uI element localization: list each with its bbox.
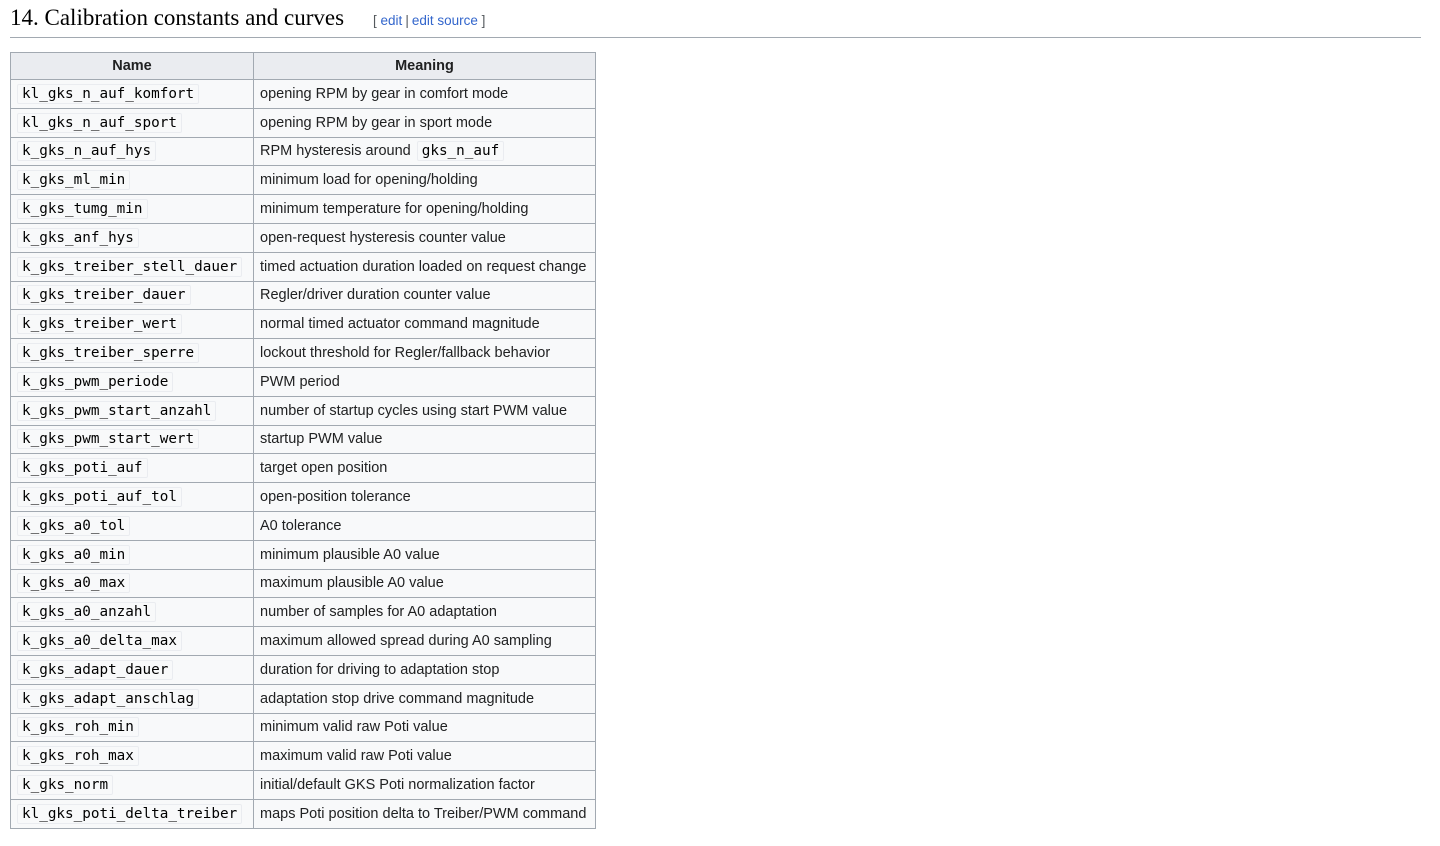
cell-meaning xyxy=(254,799,596,828)
constant-name-code: k_gks_treiber_wert xyxy=(17,314,182,334)
cell-name xyxy=(11,684,254,713)
constant-name-code: k_gks_poti_auf_tol xyxy=(17,487,182,507)
constant-name-code: k_gks_a0_delta_max xyxy=(17,631,182,651)
cell-name xyxy=(11,742,254,771)
cell-name xyxy=(11,281,254,310)
cell-meaning xyxy=(254,108,596,137)
table-row xyxy=(11,454,596,483)
section-calibration xyxy=(10,0,1421,822)
table-row xyxy=(11,569,596,598)
constant-name-code: k_gks_treiber_sperre xyxy=(17,343,199,363)
cell-meaning xyxy=(254,684,596,713)
cell-name xyxy=(11,339,254,368)
cell-meaning xyxy=(254,137,596,166)
table-row xyxy=(11,598,596,627)
cell-name xyxy=(11,425,254,454)
table-row xyxy=(11,655,596,684)
edit-source-link[interactable]: edit source xyxy=(411,13,478,28)
cell-name xyxy=(11,598,254,627)
cell-meaning xyxy=(254,742,596,771)
cell-meaning xyxy=(254,281,596,310)
constant-name-code: k_gks_a0_min xyxy=(17,545,130,565)
table-row xyxy=(11,339,596,368)
meaning-text: RPM hysteresis around xyxy=(260,143,411,160)
edit-section-links xyxy=(373,13,485,28)
table-header-row xyxy=(11,53,596,80)
table-row xyxy=(11,137,596,166)
table-row xyxy=(11,771,596,800)
constant-name-code: kl_gks_n_auf_komfort xyxy=(17,84,199,104)
meaning-text: lockout threshold for Regler/fallback behavior xyxy=(260,345,551,362)
edit-bracket-close: ] xyxy=(481,13,486,28)
meaning-text: maximum allowed spread during A0 sampling xyxy=(260,633,552,650)
meaning-text: minimum valid raw Poti value xyxy=(260,719,448,736)
cell-name xyxy=(11,252,254,281)
cell-meaning xyxy=(254,598,596,627)
cell-meaning xyxy=(254,713,596,742)
cell-meaning xyxy=(254,540,596,569)
cell-meaning xyxy=(254,569,596,598)
cell-meaning xyxy=(254,252,596,281)
meaning-text: maps Poti position delta to Treiber/PWM command xyxy=(260,805,587,822)
meaning-text: minimum temperature for opening/holding xyxy=(260,201,529,218)
cell-meaning xyxy=(254,195,596,224)
meaning-text: startup PWM value xyxy=(260,431,383,448)
meaning-text: duration for driving to adaptation stop xyxy=(260,661,500,678)
constant-name-code: k_gks_treiber_stell_dauer xyxy=(17,257,242,277)
cell-name xyxy=(11,511,254,540)
table-row xyxy=(11,195,596,224)
edit-separator: | xyxy=(405,13,409,28)
section-title xyxy=(10,5,344,31)
meaning-text: opening RPM by gear in comfort mode xyxy=(260,85,509,102)
cell-name xyxy=(11,454,254,483)
meaning-text: maximum valid raw Poti value xyxy=(260,748,452,765)
meaning-text: initial/default GKS Poti normalization factor xyxy=(260,777,535,794)
table-row xyxy=(11,713,596,742)
cell-name xyxy=(11,655,254,684)
constant-name-code: k_gks_norm xyxy=(17,775,113,795)
cell-name xyxy=(11,80,254,109)
constant-name-code: k_gks_a0_tol xyxy=(17,516,130,536)
constant-name-code: k_gks_ml_min xyxy=(17,170,130,190)
constant-name-code: k_gks_adapt_dauer xyxy=(17,660,173,680)
meaning-text: normal timed actuator command magnitude xyxy=(260,316,540,333)
cell-meaning xyxy=(254,627,596,656)
cell-meaning xyxy=(254,80,596,109)
cell-meaning xyxy=(254,223,596,252)
cell-name xyxy=(11,137,254,166)
cell-name xyxy=(11,569,254,598)
table-body xyxy=(11,80,596,829)
cell-name xyxy=(11,310,254,339)
cell-name xyxy=(11,771,254,800)
edit-bracket-open: [ xyxy=(373,13,377,28)
meaning-text: number of samples for A0 adaptation xyxy=(260,604,497,621)
meaning-text: maximum plausible A0 value xyxy=(260,575,444,592)
constant-name-code: k_gks_pwm_start_wert xyxy=(17,429,199,449)
table-row xyxy=(11,367,596,396)
cell-name xyxy=(11,195,254,224)
meaning-code: gks_n_auf xyxy=(417,141,504,161)
cell-name xyxy=(11,540,254,569)
column-header-meaning: Meaning xyxy=(254,53,596,80)
meaning-text: number of startup cycles using start PWM value xyxy=(260,402,568,419)
table-row xyxy=(11,425,596,454)
meaning-text: open-position tolerance xyxy=(260,489,411,506)
cell-meaning xyxy=(254,483,596,512)
cell-meaning xyxy=(254,367,596,396)
section-title-text: Calibration constants and curves xyxy=(44,5,345,30)
constant-name-code: k_gks_treiber_dauer xyxy=(17,285,191,305)
table-row xyxy=(11,799,596,828)
section-number: 14. xyxy=(10,5,39,30)
cell-meaning xyxy=(254,771,596,800)
cell-name xyxy=(11,483,254,512)
table-row xyxy=(11,108,596,137)
constant-name-code: k_gks_a0_anzahl xyxy=(17,602,156,622)
cell-name xyxy=(11,799,254,828)
edit-link[interactable]: edit xyxy=(380,13,403,28)
table-row xyxy=(11,396,596,425)
meaning-text: Regler/driver duration counter value xyxy=(260,287,491,304)
table-row xyxy=(11,166,596,195)
meaning-text: minimum load for opening/holding xyxy=(260,172,478,189)
cell-meaning xyxy=(254,310,596,339)
table-row xyxy=(11,483,596,512)
meaning-text: PWM period xyxy=(260,373,340,390)
constant-name-code: k_gks_pwm_start_anzahl xyxy=(17,401,216,421)
cell-name xyxy=(11,108,254,137)
table-row xyxy=(11,742,596,771)
meaning-text: A0 tolerance xyxy=(260,517,342,534)
cell-meaning xyxy=(254,425,596,454)
meaning-text: opening RPM by gear in sport mode xyxy=(260,114,493,131)
cell-meaning xyxy=(254,655,596,684)
cell-name xyxy=(11,166,254,195)
table-row xyxy=(11,252,596,281)
cell-name xyxy=(11,223,254,252)
constant-name-code: k_gks_a0_max xyxy=(17,573,130,593)
table-row xyxy=(11,281,596,310)
table-row xyxy=(11,684,596,713)
table-row xyxy=(11,511,596,540)
cell-meaning xyxy=(254,454,596,483)
cell-meaning xyxy=(254,339,596,368)
constant-name-code: k_gks_poti_auf xyxy=(17,458,148,478)
constant-name-code: k_gks_n_auf_hys xyxy=(17,141,156,161)
cell-meaning xyxy=(254,511,596,540)
constant-name-code: k_gks_roh_min xyxy=(17,717,139,737)
column-header-name: Name xyxy=(11,53,254,80)
table-row xyxy=(11,627,596,656)
table-row xyxy=(11,223,596,252)
table-row xyxy=(11,80,596,109)
cell-name xyxy=(11,627,254,656)
table-row xyxy=(11,540,596,569)
constant-name-code: k_gks_anf_hys xyxy=(17,228,139,248)
meaning-text: open-request hysteresis counter value xyxy=(260,229,506,246)
constant-name-code: kl_gks_n_auf_sport xyxy=(17,113,182,133)
constant-name-code: kl_gks_poti_delta_treiber xyxy=(17,804,242,824)
meaning-text: target open position xyxy=(260,460,388,477)
constant-name-code: k_gks_tumg_min xyxy=(17,199,148,219)
cell-name xyxy=(11,396,254,425)
cell-name xyxy=(11,367,254,396)
meaning-text: minimum plausible A0 value xyxy=(260,546,440,563)
constant-name-code: k_gks_pwm_periode xyxy=(17,372,173,392)
meaning-text: adaptation stop drive command magnitude xyxy=(260,690,535,707)
section-heading xyxy=(10,0,1421,38)
cell-meaning xyxy=(254,166,596,195)
cell-name xyxy=(11,713,254,742)
meaning-text: timed actuation duration loaded on request change xyxy=(260,258,587,275)
constant-name-code: k_gks_roh_max xyxy=(17,746,139,766)
calibration-table xyxy=(10,52,596,829)
table-row xyxy=(11,310,596,339)
constant-name-code: k_gks_adapt_anschlag xyxy=(17,689,199,709)
cell-meaning xyxy=(254,396,596,425)
